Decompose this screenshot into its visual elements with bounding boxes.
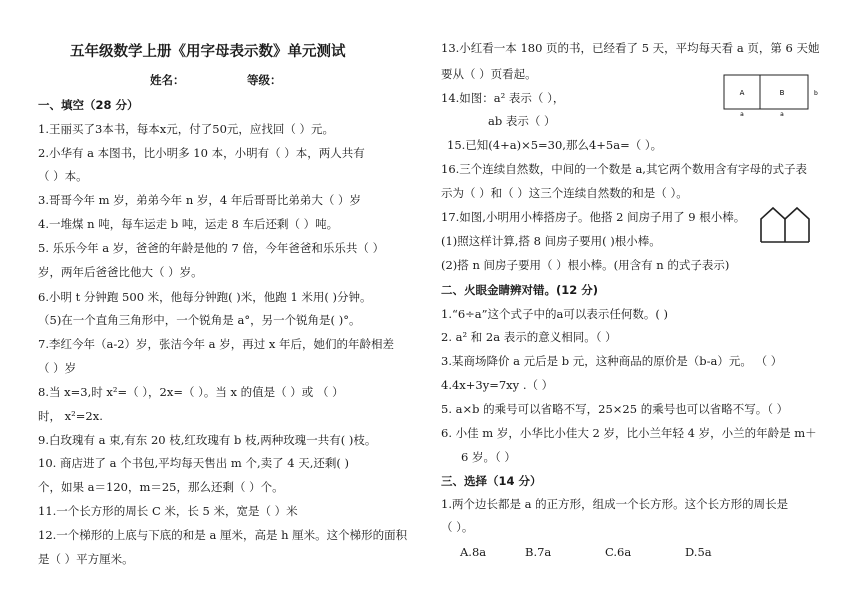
question-15: 15.已知(4+a)×5=30,那么4+5a=（ ）。 [447,138,663,152]
grade-label: 等级： [247,73,282,87]
choice-question-1: 1.两个边长都是 a 的正方形，组成一个长方形。这个长方形的周长是 [441,497,789,511]
question-8-cont: 时， x²=2x. [38,409,103,423]
question-17-1: (1)照这样计算,搭 8 间房子要用( )根小棒。 [441,234,661,248]
square-rectangle-figure [718,72,824,118]
question-9: 9.白玫瑰有 a 束,有东 20 枝,红玫瑰有 b 枝,两种玫瑰一共有( )枝。 [38,433,377,447]
judge-2: 2. a² 和 2a 表示的意义相同。（ ） [441,330,617,344]
question-13: 13.小红看一本 180 页的书，已经看了 5 天，平均每天看 a 页，第 6 天她 [441,41,820,55]
figure-bottom-a: a [740,111,744,118]
choice-a: A.8a [460,545,487,559]
question-7: 7.李红今年（a-2）岁，张洁今年 a 岁，再过 x 年后，她们的年龄相差 [38,337,394,351]
figure-label-b: B [779,89,785,97]
name-label: 姓名： [150,73,185,87]
question-5: 5. 乐乐今年 a 岁，爸爸的年龄是他的 7 倍，今年爸爸和乐乐共（ ） [38,241,385,255]
choice-b: B.7a [525,545,552,559]
question-8: 8.当 x=3,时 x²=（ ），2x=（ ）。当 x 的值是（ ）或 （ ） [38,385,344,399]
choice-question-1-cont: （ ）。 [441,520,474,534]
question-6: 6.小明 t 分钟跑 500 米，他每分钟跑( )米，他跑 1 米用( )分钟。 [38,290,372,304]
question-14: 14.如图：a² 表示（ ）， [441,91,565,105]
question-2-cont: （ ）本。 [38,169,88,183]
question-16: 16.三个连续自然数，中间的一个数是 a,其它两个数用含有字母的式子表 [441,162,807,176]
section-2-heading: 二、火眼金睛辨对错。(12 分) [441,283,599,297]
judge-4: 4.4x+3y=7xy .（ ） [441,378,554,392]
judge-6: 6. 小佳 m 岁，小华比小佳大 2 岁，比小兰年轻 4 岁，小兰的年龄是 m＋ [441,426,817,440]
section-3-heading: 三、选择（14 分） [441,474,542,488]
question-3: 3.哥哥今年 m 岁，弟弟今年 n 岁，4 年后哥哥比弟弟大（ ）岁 [38,193,362,207]
question-2: 2.小华有 a 本图书，比小明多 10 本，小明有（ ）本，两人共有 [38,146,365,160]
figure-right-b: b [814,90,818,97]
question-10: 10. 商店进了 a 个书包,平均每天售出 m 个,卖了 4 天,还剩( ) [38,456,350,470]
question-16-cont: 示为（ ）和（ ）这三个连续自然数的和是（ ）。 [441,186,688,200]
question-6-5: （5)在一个直角三角形中，一个锐角是 a°，另一个锐角是( )°。 [38,313,361,327]
question-14-cont: ab 表示（ ） [488,114,556,128]
question-5-cont: 岁，两年后爸爸比他大（ ）岁。 [38,265,203,279]
judge-6-cont: 6 岁。（ ） [461,450,516,464]
judge-3: 3.某商场降价 a 元后是 b 元，这种商品的原价是（b-a）元。 （ ） [441,354,783,368]
question-11: 11.一个长方形的周长 C 米，长 5 米，宽是（ ）米 [38,504,298,518]
page-title: 五年级数学上册《用字母表示数》单元测试 [70,44,346,60]
question-12: 12.一个梯形的上底与下底的和是 a 厘米，高是 h 厘米。这个梯形的面积 [38,528,408,542]
question-1: 1.王丽买了3本书，每本x元，付了50元，应找回（ ）元。 [38,122,335,136]
question-12-cont: 是（ ）平方厘米。 [38,552,134,566]
question-13-cont: 要从（ ）页看起。 [441,67,537,81]
two-houses-figure [758,205,818,245]
question-10-cont: 个，如果 a＝120，m＝25，那么还剩（ ）个。 [38,480,284,494]
section-1-heading: 一、填空（28 分） [38,98,139,112]
judge-1: 1.“6÷a”这个式子中的a可以表示任何数。( ) [441,307,669,321]
figure-bottom-b: a [780,111,784,118]
question-7-cont: （ ）岁 [38,361,77,375]
question-17: 17.如图,小明用小棒搭房子。他搭 2 间房子用了 9 根小棒。 [441,210,746,224]
figure-label-a: A [739,89,745,97]
choice-c: C.6a [605,545,632,559]
question-17-2: (2)搭 n 间房子要用（ ）根小棒。(用含有 n 的式子表示) [441,258,730,272]
question-4: 4.一堆煤 n 吨，每车运走 b 吨，运走 8 车后还剩（ ）吨。 [38,217,339,231]
choice-d: D.5a [685,545,712,559]
judge-5: 5. a×b 的乘号可以省略不写，25×25 的乘号也可以省略不写。（ ） [441,402,789,416]
